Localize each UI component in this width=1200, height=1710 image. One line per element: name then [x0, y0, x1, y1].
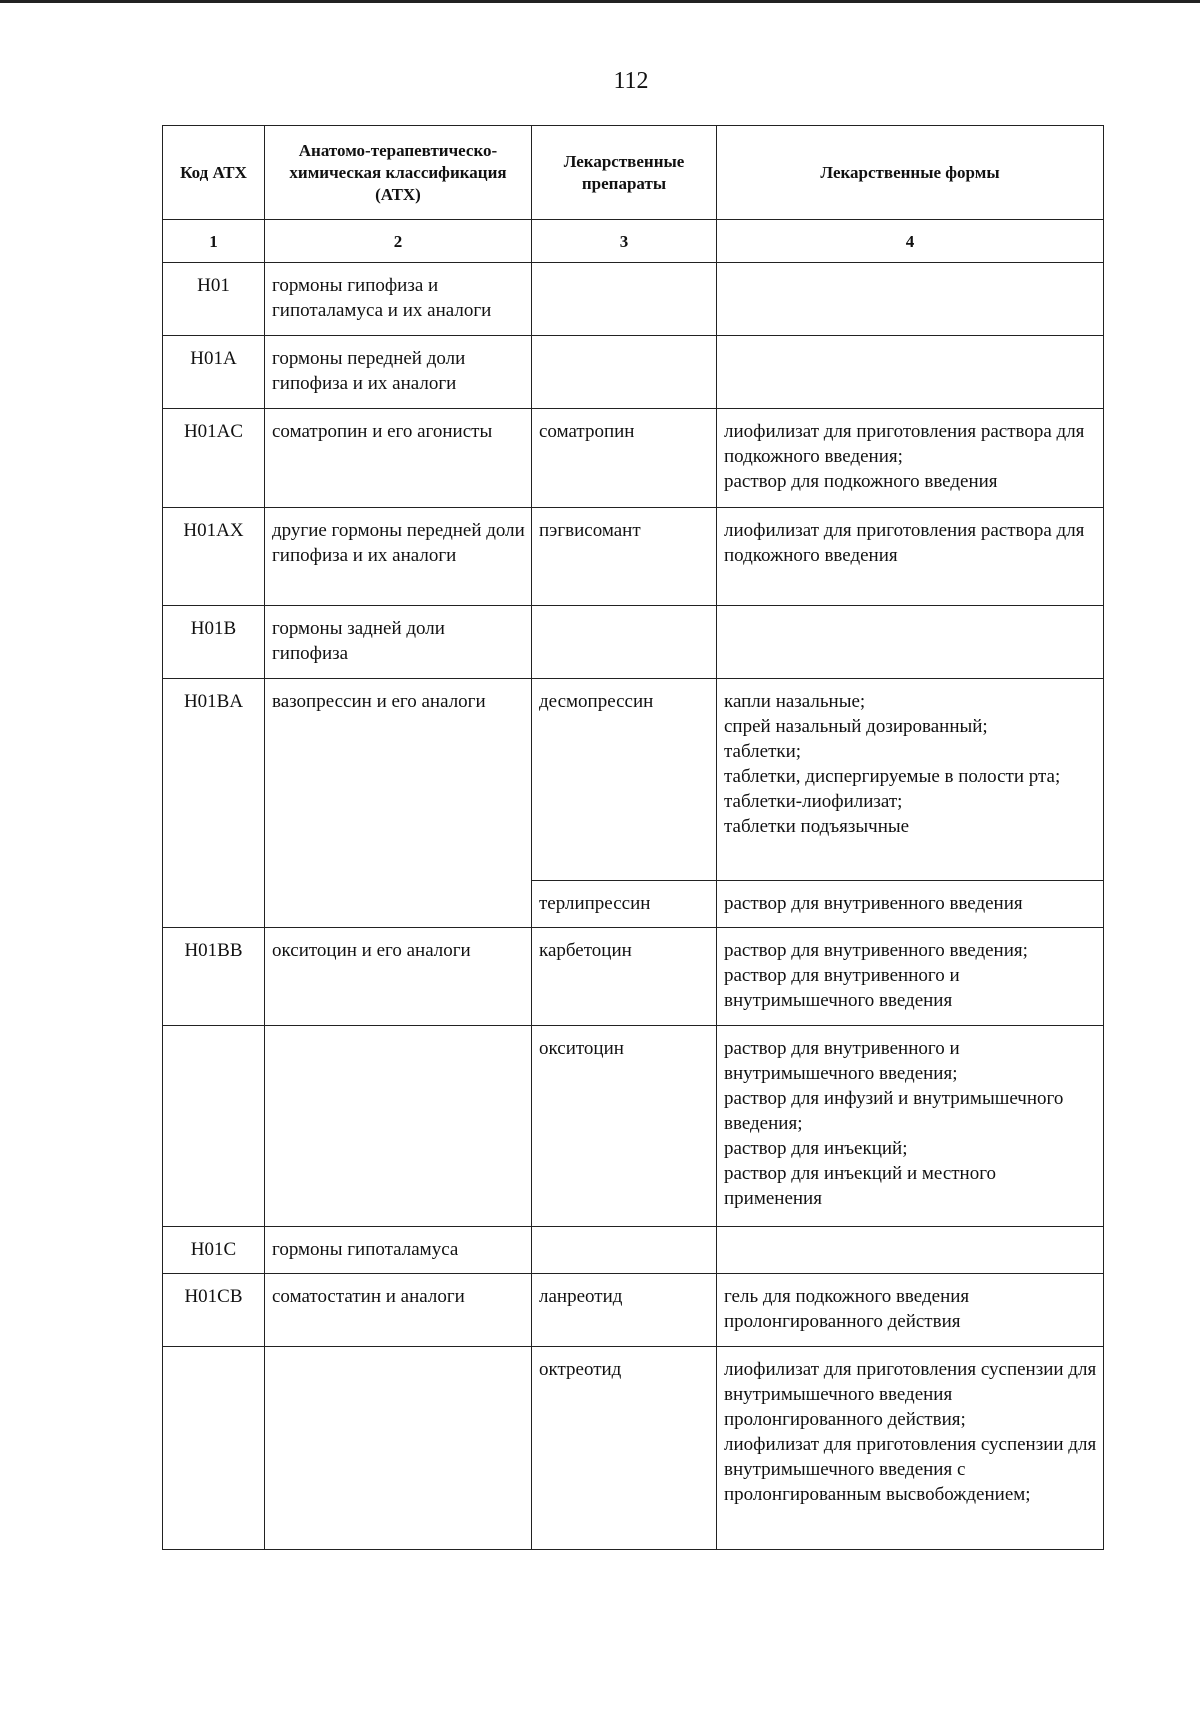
- dosage-form-item: раствор для внутривенного и внутримышечного введения;: [724, 1038, 960, 1084]
- cell-classification: [265, 1347, 532, 1550]
- column-number-row: [163, 220, 1104, 263]
- header-classification: Анатомо-терапевтическо-химическая классификация (АТХ): [265, 126, 532, 220]
- cell-drug: соматропин: [532, 409, 717, 508]
- dosage-form-item: раствор для внутривенного и внутримышечного введения: [724, 965, 960, 1011]
- cell-drug: ланреотид: [532, 1274, 717, 1347]
- dosage-form-item: таблетки, диспергируемые в полости рта;: [724, 766, 1061, 787]
- cell-drug: пэгвисомант: [532, 508, 717, 606]
- cell-drug: [532, 336, 717, 409]
- dosage-form-item: гель для подкожного введения пролонгированного действия: [724, 1286, 970, 1332]
- dosage-form-item: лиофилизат для приготовления суспензии для внутримышечного введения пролонгированного действия;: [724, 1359, 1097, 1430]
- cell-classification: другие гормоны передней доли гипофиза и их аналоги: [265, 508, 532, 606]
- cell-dosage-forms: [717, 1347, 1104, 1550]
- header-drugs: Лекарственные препараты: [532, 126, 717, 220]
- cell-classification: гормоны гипофиза и гипоталамуса и их аналоги: [265, 263, 532, 336]
- cell-atx-code: H01A: [163, 336, 265, 409]
- cell-atx-code: H01BA: [163, 679, 265, 928]
- cell-atx-code: H01BB: [163, 928, 265, 1026]
- column-number: 3: [532, 220, 717, 263]
- cell-classification: гормоны задней доли гипофиза: [265, 606, 532, 679]
- cell-atx-code: H01CB: [163, 1274, 265, 1347]
- table-row: [163, 336, 1104, 409]
- top-rule: [0, 0, 1200, 3]
- cell-drug: [532, 1227, 717, 1274]
- dosage-form-item: таблетки-лиофилизат;: [724, 791, 903, 812]
- dosage-form-item: раствор для внутривенного введения: [724, 893, 1023, 914]
- cell-atx-code: H01AC: [163, 409, 265, 508]
- cell-drug: [532, 606, 717, 679]
- dosage-form-item: раствор для подкожного введения: [724, 471, 998, 492]
- dosage-form-item: лиофилизат для приготовления суспензии для внутримышечного введения с пролонгированным высвобождением;: [724, 1434, 1097, 1505]
- table-row: [163, 606, 1104, 679]
- atx-table: [162, 125, 1104, 1550]
- table-row: [163, 263, 1104, 336]
- cell-dosage-forms: [717, 508, 1104, 606]
- cell-dosage-forms: [717, 679, 1104, 881]
- cell-classification: соматостатин и аналоги: [265, 1274, 532, 1347]
- dosage-form-item: раствор для инфузий и внутримышечного введения;: [724, 1088, 1064, 1134]
- column-number: 4: [717, 220, 1104, 263]
- table-row: [163, 1274, 1104, 1347]
- cell-drug: терлипрессин: [532, 881, 717, 928]
- dosage-form-item: лиофилизат для приготовления раствора для подкожного введения: [724, 520, 1085, 566]
- table-row: [163, 1026, 1104, 1227]
- cell-classification: окситоцин и его аналоги: [265, 928, 532, 1026]
- dosage-form-item: капли назальные;: [724, 691, 866, 712]
- cell-drug: [532, 263, 717, 336]
- cell-classification: гормоны гипоталамуса: [265, 1227, 532, 1274]
- cell-drug: октреотид: [532, 1347, 717, 1550]
- dosage-form-item: таблетки;: [724, 741, 802, 762]
- cell-drug: десмопрессин: [532, 679, 717, 881]
- cell-dosage-forms: [717, 606, 1104, 679]
- cell-dosage-forms: [717, 336, 1104, 409]
- cell-dosage-forms: [717, 1274, 1104, 1347]
- dosage-form-item: раствор для внутривенного введения;: [724, 940, 1028, 961]
- table-row: [163, 679, 1104, 881]
- cell-atx-code: H01C: [163, 1227, 265, 1274]
- table-row: [163, 508, 1104, 606]
- cell-atx-code: H01AX: [163, 508, 265, 606]
- cell-classification: гормоны передней доли гипофиза и их аналоги: [265, 336, 532, 409]
- column-number: 2: [265, 220, 532, 263]
- cell-atx-code: [163, 1347, 265, 1550]
- dosage-form-item: таблетки подъязычные: [724, 816, 910, 837]
- cell-drug: карбетоцин: [532, 928, 717, 1026]
- cell-dosage-forms: [717, 1227, 1104, 1274]
- cell-atx-code: H01: [163, 263, 265, 336]
- cell-classification: [265, 1026, 532, 1227]
- dosage-form-item: лиофилизат для приготовления раствора для подкожного введения;: [724, 421, 1085, 467]
- header-code: Код АТХ: [163, 126, 265, 220]
- header-row: [163, 126, 1104, 220]
- cell-dosage-forms: [717, 1026, 1104, 1227]
- table-row: [163, 1227, 1104, 1274]
- cell-dosage-forms: [717, 928, 1104, 1026]
- cell-classification: соматропин и его агонисты: [265, 409, 532, 508]
- cell-drug: окситоцин: [532, 1026, 717, 1227]
- dosage-form-item: спрей назальный дозированный;: [724, 716, 988, 737]
- table-row: [163, 1347, 1104, 1550]
- cell-atx-code: [163, 1026, 265, 1227]
- table-row: [163, 409, 1104, 508]
- cell-classification: вазопрессин и его аналоги: [265, 679, 532, 928]
- column-number: 1: [163, 220, 265, 263]
- table-row: [163, 928, 1104, 1026]
- cell-dosage-forms: [717, 881, 1104, 928]
- dosage-form-item: раствор для инъекций и местного применения: [724, 1163, 997, 1209]
- cell-atx-code: H01B: [163, 606, 265, 679]
- page-number: 112: [613, 68, 649, 94]
- cell-dosage-forms: [717, 263, 1104, 336]
- header-forms: Лекарственные формы: [717, 126, 1104, 220]
- table-body: [163, 263, 1104, 1550]
- dosage-form-item: раствор для инъекций;: [724, 1138, 908, 1159]
- cell-dosage-forms: [717, 409, 1104, 508]
